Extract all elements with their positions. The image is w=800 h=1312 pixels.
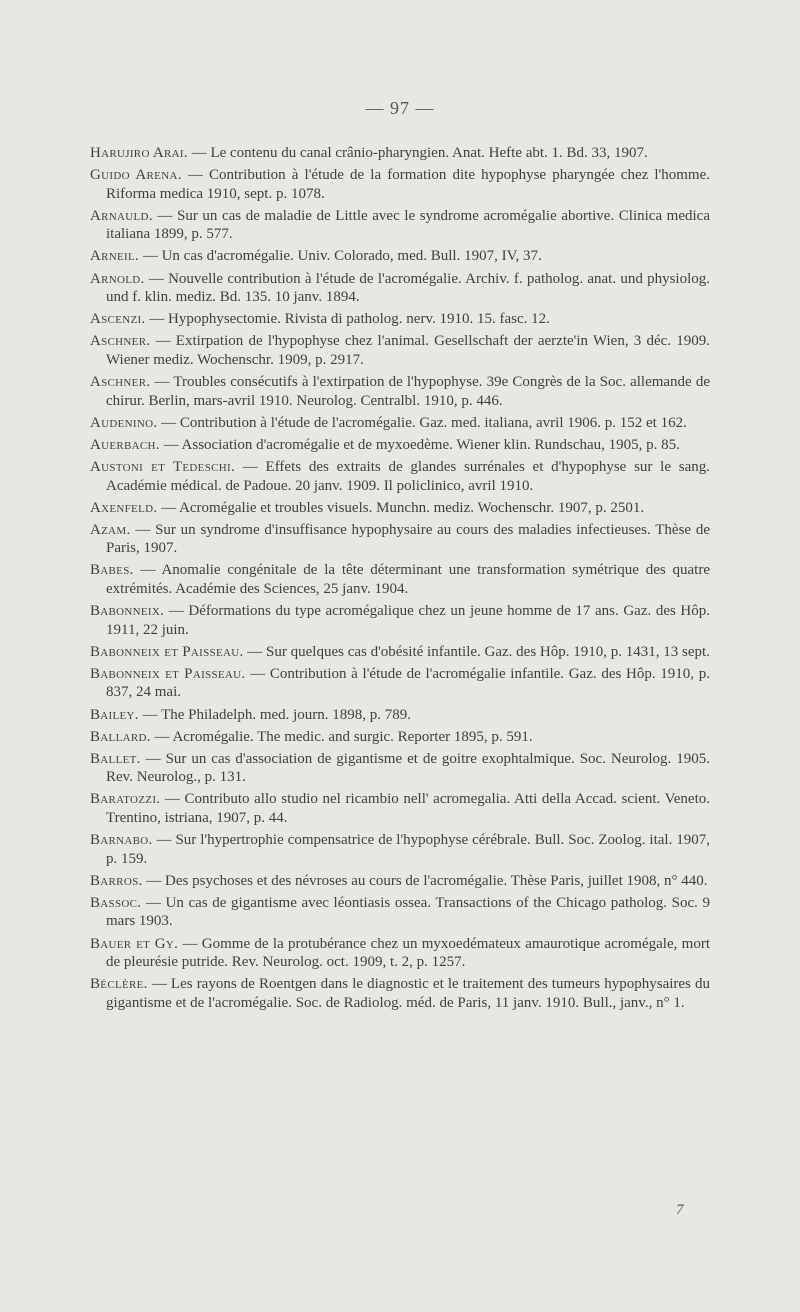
entry-text: — Contribution à l'étude de la formation dite hypophyse pharyngée chez l'homme. Riforma medica 1910, sept. p. 1078. — [106, 167, 710, 202]
entry-text: — Sur l'hypertrophie compensatrice de l'hypophyse cérébrale. Bull. Soc. Zoolog. ital. 1907, p. 159. — [106, 832, 710, 867]
entry-text: — Un cas de gigantisme avec léontiasis ossea. Transactions of the Chicago patholog. Soc. 9 mars 1903. — [106, 894, 710, 930]
entry-author: Guido Arena. — [90, 167, 182, 184]
entry-text: — Troubles consécutifs à l'extirpation de l'hypophyse. 39e Congrès de la Soc. allemande de chirur. Berlin, mars-avril 1910. Neurolog. Centralbl. 1910, p. 446. — [106, 374, 710, 409]
bibliography-entry — [90, 894, 710, 931]
bibliography-entry — [90, 790, 710, 827]
entry-text: — Un cas d'acromégalie. Univ. Colorado, med. Bull. 1907, IV, 37. — [139, 248, 542, 265]
bibliography-entry — [90, 831, 710, 868]
bibliography-entry — [90, 373, 710, 410]
entry-text: — Acromégalie. The medic. and surgic. Reporter 1895, p. 591. — [150, 728, 533, 745]
entry-author: Austoni et Tedeschi. — [90, 458, 236, 475]
entry-author: Axenfeld. — [90, 499, 158, 516]
entry-text: — Gomme de la protubérance chez un myxoedémateux amaurotique acromégale, mort de pleurésie putride. Rev. Neurolog. oct. 1909, t. 2, p. 1257. — [106, 935, 711, 971]
bibliography-entry — [90, 706, 710, 725]
entry-text: — Sur un cas d'association de gigantisme et de goitre exophtalmique. Soc. Neurolog. 1905. Rev. Neurolog., p. 131. — [106, 750, 710, 786]
entry-author: Ballet. — [90, 750, 141, 767]
entry-author: Barros. — [90, 872, 143, 889]
entry-author: Audenino. — [90, 414, 158, 431]
entry-author: Babonneix et Paisseau. — [90, 643, 244, 660]
entry-author: Bailey. — [90, 706, 139, 723]
entry-author: Ascenzi. — [90, 311, 146, 328]
entry-text: — Association d'acromégalie et de myxoedème. Wiener klin. Rundschau, 1905, p. 85. — [159, 436, 680, 453]
bibliography-entry — [90, 207, 710, 244]
entry-author: Aschner. — [90, 333, 151, 350]
entry-author: Aschner. — [90, 374, 151, 391]
entry-text: — Des psychoses et des névroses au cours de l'acromégalie. Thèse Paris, juillet 1908, n° 440. — [142, 872, 708, 889]
bibliography-entry — [90, 750, 710, 787]
bibliography-entry — [90, 521, 710, 558]
bibliography-entry — [90, 332, 710, 369]
bibliography-entry — [90, 728, 710, 747]
bibliography-entry — [90, 602, 710, 639]
bibliography-entry — [90, 561, 710, 598]
entry-author: Arnold. — [90, 270, 145, 287]
entry-author: Arneil. — [90, 248, 140, 265]
entry-text: — Anomalie congénitale de la tête déterminant une transformation symétrique des quatre extrémités. Académie des Sciences, 25 janv. 1904. — [106, 562, 710, 597]
entry-author: Harujiro Arai. — [90, 145, 188, 161]
bibliography-entry — [90, 935, 710, 972]
entry-text: — Contribution à l'étude de l'acromégalie infantile. Gaz. des Hôp. 1910, p. 837, 24 mai. — [106, 665, 710, 701]
page-number: — 97 — — [365, 98, 435, 118]
entry-text: — Effets des extraits de glandes surrénales et d'hypophyse sur le sang. Académie médical. de Padoue. 20 janv. 1909. Il policlinico, avril 1910. — [106, 458, 710, 494]
entry-author: Babonneix et Paisseau. — [90, 665, 246, 682]
entry-author: Bassoc. — [90, 894, 142, 911]
bibliography-entry — [90, 144, 710, 163]
bibliography-entry — [90, 166, 710, 203]
bibliography-entry — [90, 247, 710, 266]
bibliography-entry — [90, 975, 710, 1012]
entry-text: — Les rayons de Roentgen dans le diagnostic et le traitement des tumeurs hypophysaires du gigantisme et de l'acromégalie. Soc. de Radiolog. méd. de Paris, 11 janv. 1910. Bull., janv., n° 1. — [106, 976, 710, 1011]
entry-text: — Le contenu du canal crânio-pharyngien. Anat. Hefte abt. 1. Bd. 33, 1907. — [187, 145, 648, 161]
entry-text: — Contributo allo studio nel ricambio nell' acromegalia. Atti della Accad. scient. Veneto. Trentino, istriana, 1907, p. 44. — [106, 791, 710, 826]
entry-author: Ballard. — [90, 728, 151, 745]
bibliography-entry — [90, 458, 710, 495]
bibliography-entry — [90, 270, 710, 307]
entry-text: — Sur un syndrome d'insuffisance hypophysaire au cours des maladies infectieuses. Thèse de Paris, 1907. — [106, 521, 710, 557]
bibliography-entry — [90, 436, 710, 455]
bibliography-list — [90, 144, 710, 1016]
entry-author: Bauer et Gy. — [90, 935, 179, 952]
entry-author: Béclère. — [90, 976, 148, 993]
entry-text: — The Philadelph. med. journ. 1898, p. 789. — [138, 706, 412, 723]
entry-text: — Acromégalie et troubles visuels. Munchn. mediz. Wochenschr. 1907, p. 2501. — [157, 499, 645, 516]
entry-author: Babonneix. — [90, 603, 165, 620]
entry-author: Babes. — [90, 562, 134, 579]
bibliography-entry — [90, 414, 710, 433]
bibliography-entry — [90, 310, 710, 329]
entry-text: — Sur quelques cas d'obésité infantile. Gaz. des Hôp. 1910, p. 1431, 13 sept. — [243, 643, 710, 660]
entry-text: — Hypophysectomie. Rivista di patholog. nerv. 1910. 15. fasc. 12. — [145, 311, 550, 328]
entry-text: — Extirpation de l'hypophyse chez l'animal. Gesellschaft der aerzte'in Wien, 3 déc. 1909. Wiener mediz. Wochenschr. 1909, p. 2917. — [106, 333, 710, 368]
bibliography-entry — [90, 643, 710, 662]
entry-author: Azam. — [90, 521, 131, 538]
entry-author: Auerbach. — [90, 436, 160, 453]
bibliography-entry — [90, 872, 710, 891]
entry-author: Barnabo. — [90, 832, 153, 849]
signature-mark: 7 — [676, 1202, 684, 1218]
bibliography-entry — [90, 665, 710, 702]
entry-text: — Contribution à l'étude de l'acromégalie. Gaz. med. italiana, avril 1906. p. 152 et 162. — [157, 414, 687, 431]
entry-text: — Nouvelle contribution à l'étude de l'acromégalie. Archiv. f. patholog. anat. und physiolog. und f. klin. mediz. Bd. 135. 10 janv. 1894. — [106, 270, 710, 306]
entry-text: — Sur un cas de maladie de Little avec le syndrome acromégalie abortive. Clinica medica italiana 1899, p. 577. — [106, 207, 710, 243]
entry-text: — Déformations du type acromégalique chez un jeune homme de 17 ans. Gaz. des Hôp. 1911, 22 juin. — [106, 603, 710, 638]
bibliography-entry — [90, 499, 710, 518]
entry-author: Arnauld. — [90, 207, 153, 224]
entry-author: Baratozzi. — [90, 791, 161, 808]
